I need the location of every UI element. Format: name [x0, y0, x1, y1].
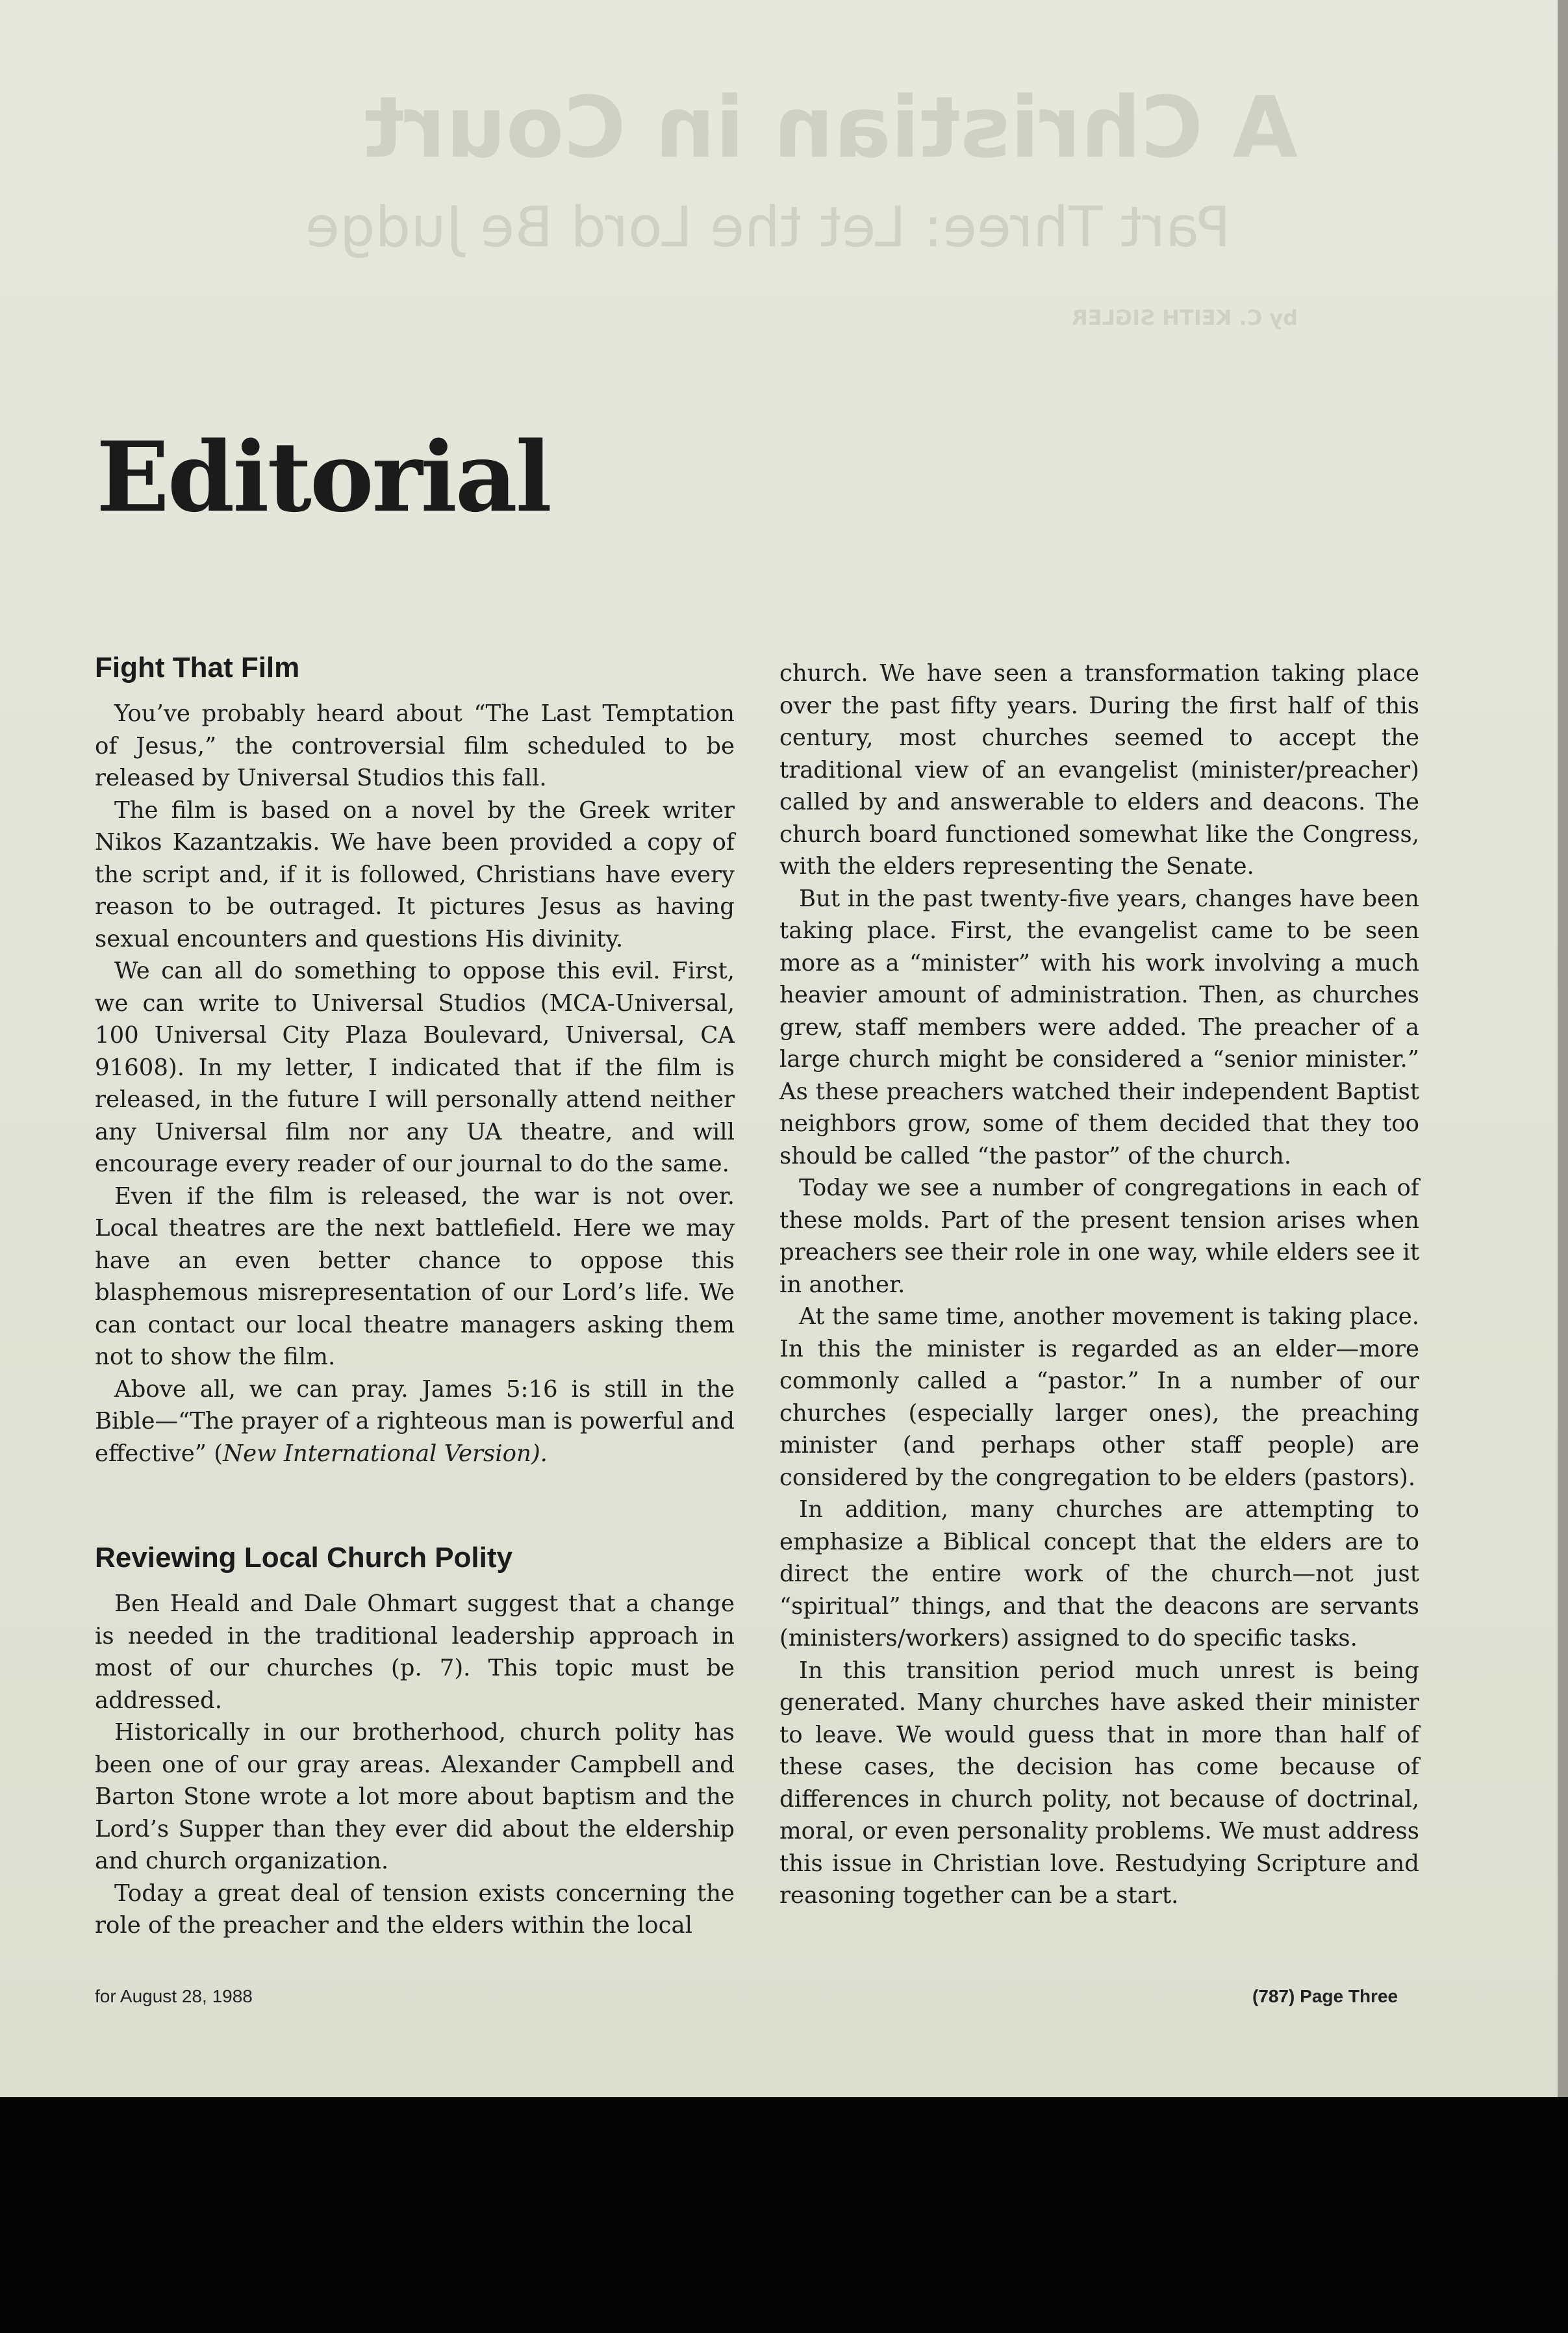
paragraph: We can all do something to oppose this evil. First, we can write to Universal Studios (MCA-Universal, 100 Universal City Plaza Boulevard, Universal, CA 91608). In my letter, I indicated that if the film is released, in the future I will personally attend neither any Universal film nor any UA theatre, and will encourage every reader of our journal to do the same.: [95, 958, 735, 1177]
paragraph: Historically in our brotherhood, church polity has been one of our gray areas. Alexander Campbell and Barton Stone wrote a lot more about baptism and the Lord’s Supper than they ever did about the eldership and church organization.: [95, 1719, 735, 1874]
page-edge: [1558, 0, 1568, 2097]
bleed-through-byline: by C. KEITH SIGLER: [1072, 305, 1298, 330]
footer-date: for August 28, 1988: [95, 1986, 253, 2006]
paragraph-continued: church. We have seen a transformation taking place over the past fifty years. During the first half of this century, most churches seemed to accept the traditional view of an evangelist (minister/preacher) called by and answerable to elders and deacons. The church board functioned somewhat like the Congress, with the elders representing the Senate.: [779, 660, 1419, 880]
right-column: [779, 657, 1419, 1912]
paragraph: The film is based on a novel by the Greek writer Nikos Kazantzakis. We have been provided a copy of the script and, if it is followed, Christians have every reason to be outraged. It pictures Jesus as having sexual encounters and questions His divinity.: [95, 797, 735, 952]
bleed-through-subtitle: Part Three: Let the Lord Be Judge: [305, 195, 1231, 260]
article-heading-fight-that-film: Fight That Film: [95, 652, 300, 683]
paragraph: You’ve probably heard about “The Last Temptation of Jesus,” the controversial film scheduled to be released by Universal Studios this fall.: [95, 700, 735, 791]
left-column: [95, 650, 735, 1942]
paragraph: In this transition period much unrest is being generated. Many churches have asked their minister to leave. We would guess that in more than half of these cases, the decision has come because of differences in church polity, not because of doctrinal, moral, or even personality problems. We must address this issue in Christian love. Restudying Scripture and reasoning together can be a start.: [779, 1657, 1419, 1909]
paragraph: Even if the film is released, the war is not over. Local theatres are the next battlefield. Here we may have an even better chance to oppose this blasphemous misrepresentation of our Lord’s life. We can contact our local theatre managers asking them not to show the film.: [95, 1182, 735, 1370]
editorial-masthead: Editorial: [96, 420, 550, 533]
paragraph: [95, 1373, 735, 1470]
paragraph: Today we see a number of congregations in each of these molds. Part of the present tension arises when preachers see their role in one way, while elders see it in another.: [779, 1175, 1419, 1298]
article-heading-church-polity: Reviewing Local Church Polity: [95, 1542, 513, 1574]
paragraph: In addition, many churches are attempting to emphasize a Biblical concept that the elders are to direct the entire work of the church—not just “spiritual” things, and that the deacons are servants (ministers/workers) assigned to do specific tasks.: [779, 1496, 1419, 1651]
paragraph: Today a great deal of tension exists concerning the role of the preacher and the elders within the local: [95, 1880, 735, 1939]
bible-version: New International Version).: [223, 1440, 548, 1467]
footer-page-number: (787) Page Three: [1252, 1986, 1398, 2006]
paragraph: At the same time, another movement is taking place. In this the minister is regarded as an elder—more commonly called a “pastor.” In a number of our churches (especially larger ones), the preaching minister (and perhaps other staff people) are considered by the congregation to be elders (pastors).: [779, 1303, 1419, 1491]
paragraph: But in the past twenty-five years, changes have been taking place. First, the evangelist came to be seen more as a “minister” with his work involving a much heavier amount of administration. Then, as churches grew, staff members were added. The preacher of a large church might be considered a “senior minister.” As these preachers watched their independent Baptist neighbors grow, some of them decided that they too should be called “the pastor” of the church.: [779, 885, 1419, 1169]
paragraph: Ben Heald and Dale Ohmart suggest that a change is needed in the traditional leadership approach in most of our churches (p. 7). This topic must be addressed.: [95, 1590, 735, 1714]
bleed-through-title: A Christian in Court: [364, 78, 1298, 177]
paragraph-text: Above all, we can pray. James 5:16 is still in the Bible—“The prayer of a righteous man is powerful and effective” (: [95, 1375, 735, 1467]
